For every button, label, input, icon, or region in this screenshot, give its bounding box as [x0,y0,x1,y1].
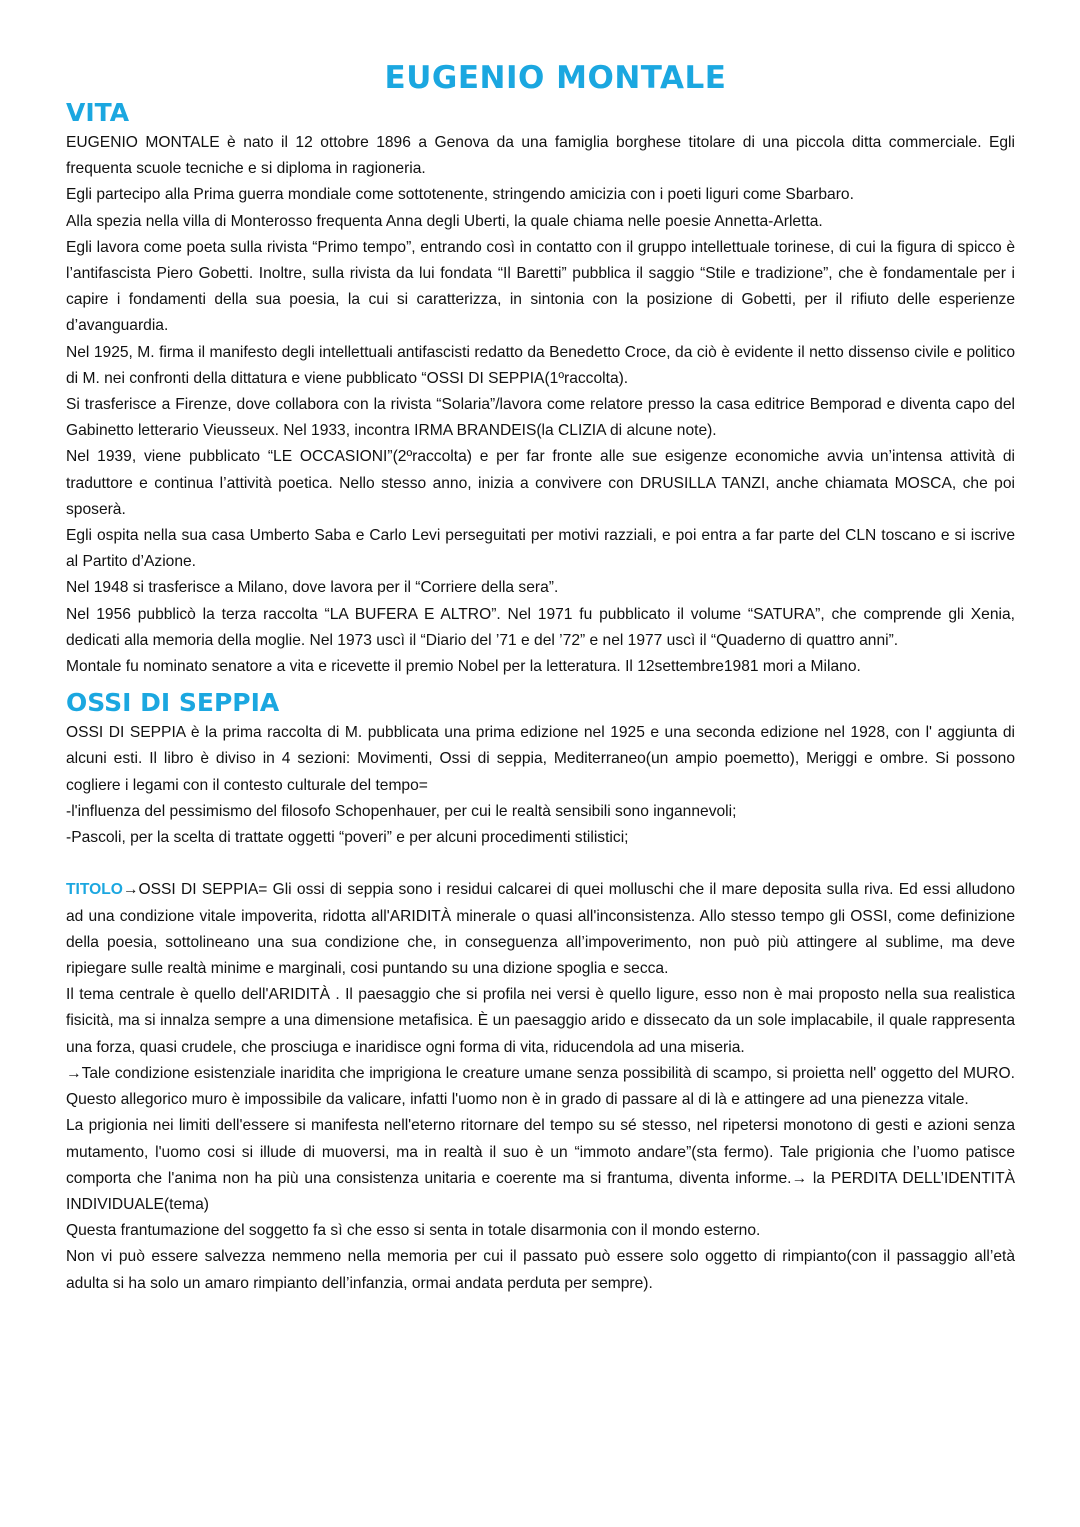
paragraph: Il tema centrale è quello dell'ARIDITÀ . Il paesaggio che si profila nei versi è quello ligure, esso non è mai proposto nella sua realistica fisicità, ma si innalza sempre a una dimensione metafisica. È un paesaggio arido e dissecato da un sole implacabile, il quale rappresenta una forza, quasi crudele, che prosciuga e inaridisce ogni forma di vita, riducendola ad una miseria. [66,986,1015,1056]
paragraph-spacer [66,851,1015,877]
titolo-paragraph [66,877,1015,982]
paragraph: Questa frantumazione del soggetto fa sì che esso si senta in totale disarmonia con il mondo esterno. [66,1222,761,1240]
paragraph: Egli lavora come poeta sulla rivista “Primo tempo”, entrando così in contatto con il gruppo intellettuale torinese, di cui la figura di spicco è l’antifascista Piero Gobetti. Inoltre, sulla rivista da lui fondata “Il Baretti” pubblica il saggio “Stile e tradizione”, che è fondamentale per i capire i fondamenti della sua poesia, la cui si caratterizza, in sintonia con la posizione di Gobetti, per il rifiuto delle esperienze d’avanguardia. [66,238,1015,335]
section-body-ossi-di-seppia [66,720,1015,1296]
paragraph: -Pascoli, per la scelta di trattate oggetti “poveri” e per alcuni procedimenti stilistici; [66,829,629,847]
paragraph: →Tale condizione esistenziale inaridita che imprigiona le creature umane senza possibilità di scampo, si proietta nell' oggetto del MURO. Questo allegorico muro è impossibile da valicare, infatti l'uomo non è in grado di passare al di là e attingere ad una pienezza vitale. [66,1064,1015,1109]
section-body-vita [66,130,1015,680]
titolo-label: TITOLO [66,881,123,899]
paragraph: EUGENIO MONTALE è nato il 12 ottobre 1896 a Genova da una famiglia borghese titolare di una piccola ditta commerciale. Egli frequenta scuole tecniche e si diploma in ragioneria. [66,134,1015,178]
paragraph: Montale fu nominato senatore a vita e ricevette il premio Nobel per la letteratura. Il 12settembre1981 mori a Milano. [66,658,861,676]
section-heading-vita: VITA [66,98,130,127]
paragraph: Nel 1956 pubblicò la terza raccolta “LA BUFERA E ALTRO”. Nel 1971 fu pubblicato il volume “SATURA”, che comprende gli Xenia, dedicati alla memoria della moglie. Nel 1973 uscì il “Diario del ’71 e del ’72” e nel 1977 uscì il “Quaderno di quattro anni”. [66,605,1015,649]
paragraph: -l'influenza del pessimismo del filosofo Schopenhauer, per cui le realtà sensibili sono ingannevoli; [66,802,737,820]
paragraph: OSSI DI SEPPIA è la prima raccolta di M. pubblicata una prima edizione nel 1925 e una seconda edizione nel 1928, con l' aggiunta di alcuni esti. Il libro è diviso in 4 sezioni: Movimenti, Ossi di seppia, Mediterraneo(un ampio poemetto), Meriggi e ombre. Si possono cogliere i legami con il contesto culturale del tempo= [66,724,1015,794]
paragraph: Si trasferisce a Firenze, dove collabora con la rivista “Solaria”/lavora come relatore presso la casa editrice Bemporad e diventa capo del Gabinetto letterario Vieusseux. Nel 1933, incontra IRMA BRANDEIS(la CLIZIA di alcune note). [66,396,1015,440]
document-title: EUGENIO MONTALE [384,60,727,96]
paragraph: Non vi può essere salvezza nemmeno nella memoria per cui il passato può essere solo oggetto di rimpianto(con il passaggio all’età adulta si ha solo un amaro rimpianto dell’infanzia, ormai andata perduta per sempre). [66,1248,1015,1292]
paragraph: Egli ospita nella sua casa Umberto Saba e Carlo Levi perseguitati per motivi razziali, e poi entra a far parte del CLN toscano e si iscrive al Partito d’Azione. [66,527,1015,571]
paragraph: Nel 1925, M. firma il manifesto degli intellettuali antifascisti redatto da Benedetto Croce, da ciò è evidente il netto dissenso civile e politico di M. nei confronti della dittatura e viene pubblicato “OSSI DI SEPPIA(1ºraccolta). [66,343,1015,387]
document-page [66,56,1015,1297]
titolo-text: →OSSI DI SEPPIA= Gli ossi di seppia sono i residui calcarei di quei molluschi che il mare deposita sulla riva. Ed essi alludono ad una condizione vitale impoverita, ridotta all'ARIDITÀ minerale o quasi all'inconsistenza. Allo stesso tempo gli OSSI, come definizione della poesia, sottolineano una sua condizione che, in conseguenza all’impoverimento, non può più attingere al sublime, ma deve ripiegare sulle realtà minime e marginali, cosi puntando su una dizione spoglia e secca. [66,881,1015,978]
paragraph: Nel 1939, viene pubblicato “LE OCCASIONI”(2ºraccolta) e per far fronte alle sue esigenze economiche avvia un’intensa attività di traduttore e continua l’attività poetica. Nello stesso anno, inizia a convivere con DRUSILLA TANZI, anche chiamata MOSCA, che poi sposerà. [66,448,1015,518]
paragraph: Alla spezia nella villa di Monterosso frequenta Anna degli Uberti, la quale chiama nelle poesie Annetta-Arletta. [66,212,823,230]
section-heading-ossi-di-seppia: OSSI DI SEPPIA [66,688,280,718]
paragraph: Egli partecipo alla Prima guerra mondiale come sottotenente, stringendo amicizia con i poeti liguri come Sbarbaro. [66,186,854,204]
paragraph: La prigionia nei limiti dell'essere si manifesta nell'eterno ritornare del tempo su sé stesso, nel ripetersi monotono di gesti e azioni senza mutamento, l'uomo cosi si illude di muoversi, ma in realtà il suo è un “immoto andare”(sta fermo). Tale prigionia che l’uomo patisce comporta che l'anima non ha più una consistenza unitaria e coerente ma si frantuma, diventa informe.→ la PERDITA DELL’IDENTITÀ INDIVIDUALE(tema) [66,1117,1015,1213]
paragraph: Nel 1948 si trasferisce a Milano, dove lavora per il “Corriere della sera”. [66,579,559,597]
